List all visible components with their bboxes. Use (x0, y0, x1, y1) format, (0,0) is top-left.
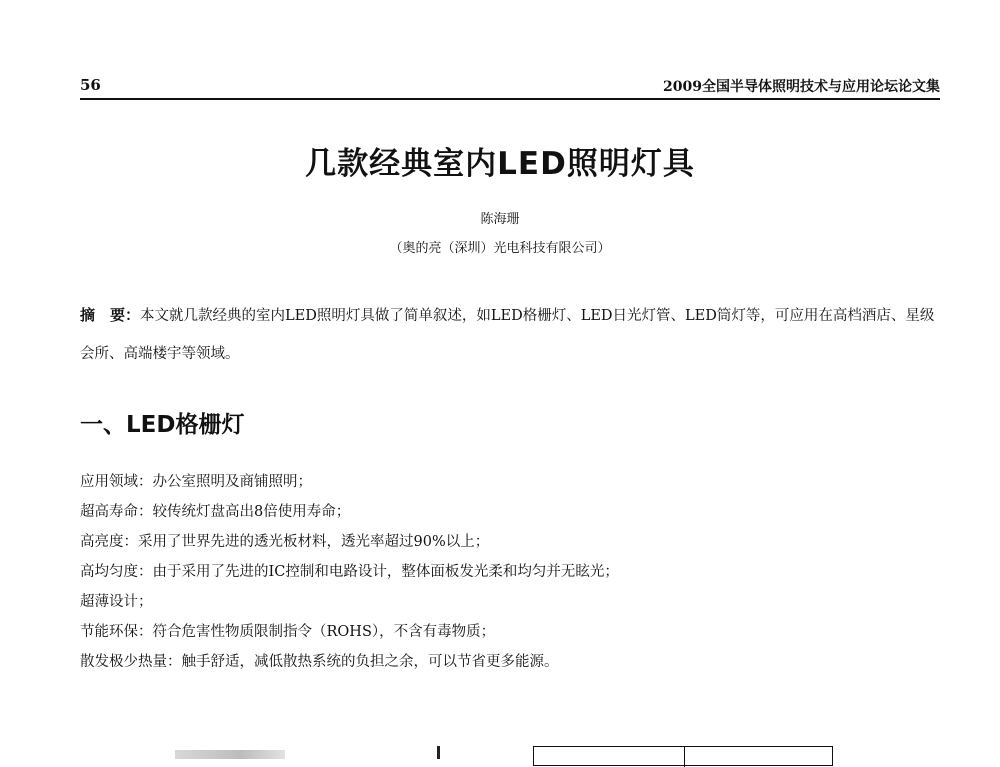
feature-item: 高亮度：采用了世界先进的透光板材料，透光率超过90%以上； (80, 534, 490, 550)
photo-shading (175, 750, 285, 759)
running-title: 2009全国半导体照明技术与应用论坛论文集 (663, 79, 940, 95)
feature-item: 散发极少热量：触手舒适，减低散热系统的负担之余，可以节省更多能源。 (80, 654, 559, 670)
table-column-divider (684, 747, 685, 767)
page-header (80, 76, 940, 98)
product-photo (175, 744, 445, 759)
author-affiliation: （奥的亮（深圳）光电科技有限公司） (389, 241, 611, 256)
abstract-text: 本文就几款经典的室内LED照明灯具做了简单叙述，如LED格栅灯、LED日光灯管、LED筒灯等，可应用在高档酒店、星级会所、高端楼宇等领域。 (80, 308, 935, 362)
page-number: 56 (80, 76, 101, 94)
feature-list (80, 470, 940, 680)
spec-table-frame (533, 746, 833, 766)
feature-item: 节能环保：符合危害性物质限制指令（ROHS），不含有毒物质； (80, 624, 496, 640)
feature-item: 超高寿命：较传统灯盘高出8倍使用寿命； (80, 504, 351, 520)
header-rule (80, 98, 940, 100)
article-title: 几款经典室内LED照明灯具 (305, 146, 695, 182)
feature-item: 超薄设计； (80, 594, 153, 610)
feature-item: 高均匀度：由于采用了先进的IC控制和电路设计，整体面板发光柔和均匀并无眩光； (80, 564, 619, 580)
abstract-label: 摘 要： (80, 306, 141, 324)
feature-item: 应用领域：办公室照明及商铺照明； (80, 474, 312, 490)
photo-edge (437, 746, 440, 759)
author-name: 陈海珊 (480, 212, 520, 227)
abstract (80, 296, 942, 373)
section-heading: 一、LED格栅灯 (80, 412, 245, 438)
